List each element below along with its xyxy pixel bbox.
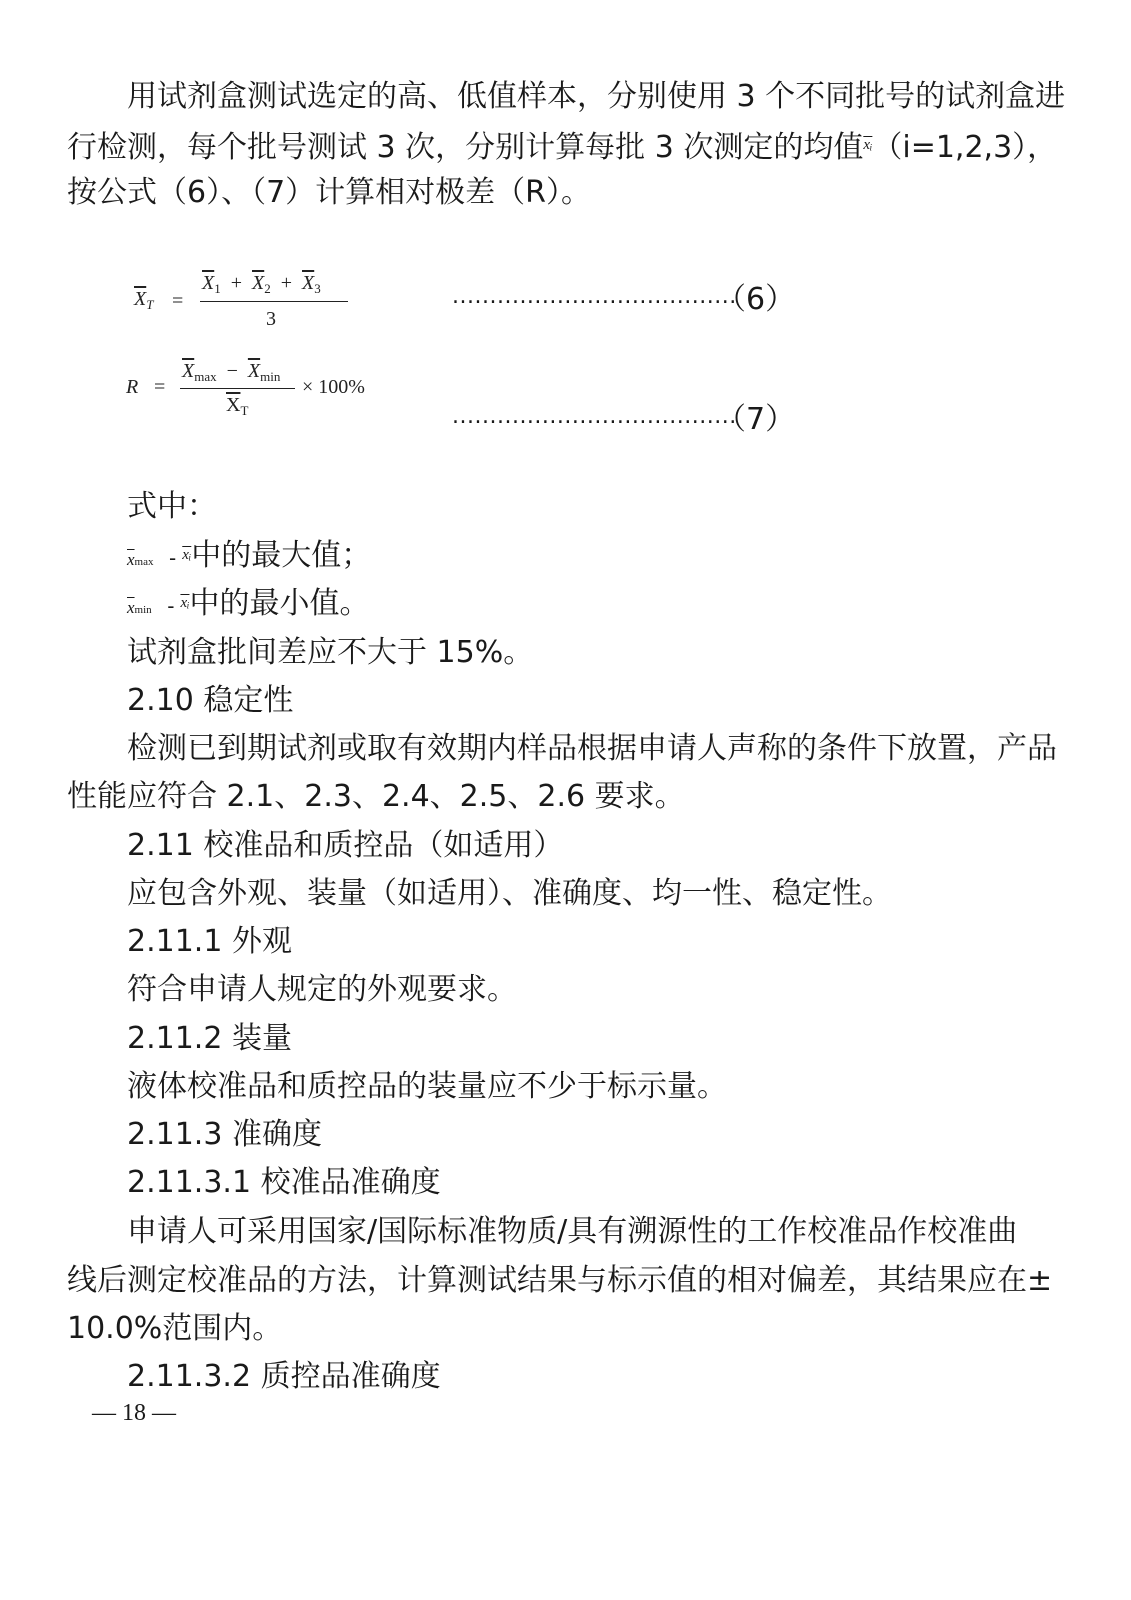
formula7-denominator: $\overline{X}_T$ (226, 394, 249, 418)
page-number: — 18 — (92, 1400, 176, 1426)
heading-2-11-3-1: 2.11.3.1 校准品准确度 (127, 1165, 441, 1200)
para1-line1: 用试剂盒测试选定的高、低值样本，分别使用 3 个不同批号的试剂盒进 (127, 79, 1066, 114)
heading-2-11-1: 2.11.1 外观 (127, 924, 292, 959)
formula6-denominator: 3 (266, 308, 276, 330)
formula7-fraction-bar (180, 388, 295, 389)
definition-max: $\overline{x}\max - ^{\overline{xᵢ}}$中的最大值； (127, 538, 372, 573)
definition-min: $\overline{x}\min - ^{\overline{xᵢ}}$中的最小值。 (127, 586, 370, 621)
text-2-11-3-1-line2: 线后测定校准品的方法，计算测试结果与标示值的相对偏差，其结果应在± (67, 1263, 1053, 1298)
text-stability-2: 性能应符合 2.1、2.3、2.4、2.5、2.6 要求。 (67, 779, 685, 814)
mean-xi-symbol: xᵢ (863, 137, 873, 153)
formula7-leader-dots: ...................................... (452, 404, 737, 429)
heading-2-11-2: 2.11.2 装量 (127, 1021, 292, 1056)
formula6-number: （6） (716, 282, 796, 317)
text-stability-1: 检测已到期试剂或取有效期内样品根据申请人声称的条件下放置，产品 (127, 731, 1057, 766)
formula6-lhs: $\overline{X}_T$ (134, 288, 154, 312)
text-2-11-2: 液体校准品和质控品的装量应不少于标示量。 (127, 1069, 727, 1104)
text-2-11-1: 符合申请人规定的外观要求。 (127, 972, 517, 1007)
formula7-number: （7） (716, 402, 796, 437)
text-2-11-3-1-line1: 申请人可采用国家/国际标准物质/具有溯源性的工作校准品作校准曲 (127, 1214, 1018, 1249)
heading-2-11: 2.11 校准品和质控品（如适用） (127, 828, 564, 863)
formula7-times-100: × 100% (302, 376, 365, 398)
heading-2-11-3-2: 2.11.3.2 质控品准确度 (127, 1359, 441, 1394)
para1-line2-text: 行检测，每个批号测试 3 次，分别计算每批 3 次测定的均值 (67, 130, 864, 165)
formula7-numerator: $\overline{X}_{max} - \overline{X}_{min}$ (182, 360, 281, 384)
heading-2-11-3: 2.11.3 准确度 (127, 1117, 322, 1152)
text-2-11: 应包含外观、装量（如适用）、准确度、均一性、稳定性。 (127, 876, 892, 911)
formula6-equals: = (172, 290, 184, 312)
formula6-numerator: $\overline{X}_1 + \overline{X}_2 + \overline{X}_3$ (202, 272, 321, 296)
heading-2-10: 2.10 稳定性 (127, 683, 294, 718)
formula7-equals: = (154, 376, 166, 398)
para1-line2 (67, 128, 1057, 165)
where-heading: 式中： (127, 489, 217, 524)
text-batch-difference: 试剂盒批间差应不大于 15%。 (127, 635, 534, 670)
formula6-fraction-bar (200, 301, 348, 302)
para1-line3: 按公式（6）、（7）计算相对极差（R）。 (67, 175, 592, 210)
para1-line2-tail: （i=1,2,3）， (872, 130, 1058, 165)
formula7-lhs: R (126, 376, 139, 398)
text-2-11-3-1-line3: 10.0%范围内。 (67, 1311, 283, 1346)
formula6-leader-dots: ...................................... (452, 284, 737, 309)
